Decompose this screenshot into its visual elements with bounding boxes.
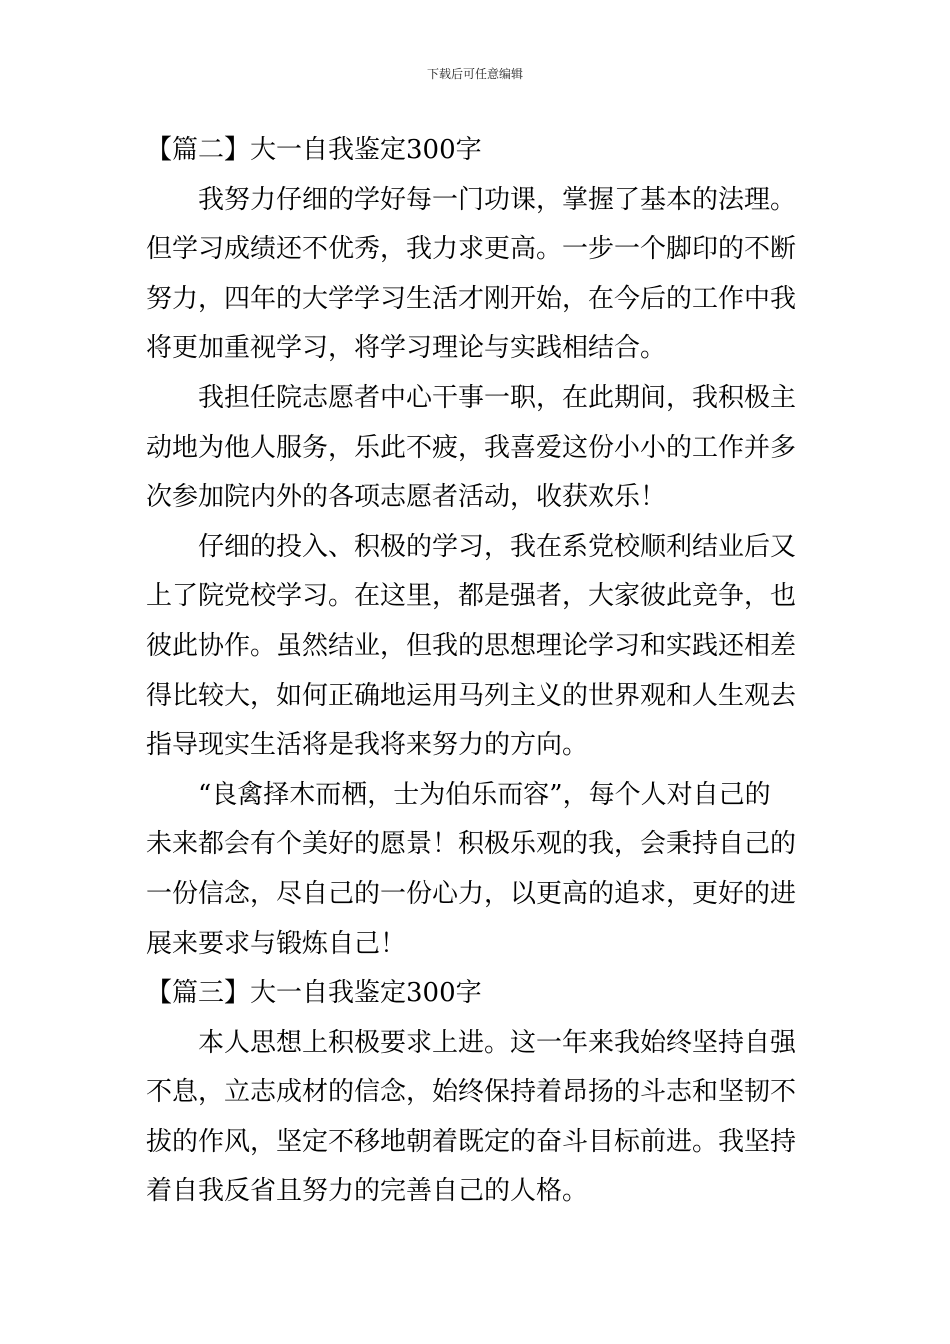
text-line: 努力，四年的大学学习生活才刚开始，在今后的工作中我 bbox=[146, 283, 797, 314]
text-line: 但学习成绩还不优秀，我力求更高。一步一个脚印的不断 bbox=[146, 234, 797, 265]
text-line: 我担任院志愿者中心干事一职，在此期间，我积极主 bbox=[198, 382, 797, 413]
text-line: 上了院党校学习。在这里，都是强者，大家彼此竞争，也 bbox=[146, 581, 797, 612]
section-heading-3: 【篇三】大一自我鉴定300字 bbox=[146, 978, 482, 1009]
text-line: “良禽择木而栖，士为伯乐而容”，每个人对自己的 bbox=[198, 779, 771, 810]
text-line: 展来要求与锻炼自己！ bbox=[146, 928, 407, 959]
text-line: 我努力仔细的学好每一门功课，掌握了基本的法理。 bbox=[198, 184, 797, 215]
text-line: 得比较大，如何正确地运用马列主义的世界观和人生观去 bbox=[146, 680, 797, 711]
text-line: 指导现实生活将是我将来努力的方向。 bbox=[146, 730, 589, 761]
text-line: 次参加院内外的各项志愿者活动，收获欢乐！ bbox=[146, 482, 667, 513]
document-body bbox=[146, 126, 810, 1217]
text-line: 着自我反省且努力的完善自己的人格。 bbox=[146, 1176, 589, 1207]
text-line: 彼此协作。虽然结业，但我的思想理论学习和实践还相差 bbox=[146, 630, 797, 661]
page-header: 下载后可任意编辑 bbox=[426, 67, 523, 81]
section-heading-2: 【篇二】大一自我鉴定300字 bbox=[146, 135, 482, 165]
text-line: 动地为他人服务，乐此不疲，我喜爱这份小小的工作并多 bbox=[146, 432, 797, 463]
text-line: 仔细的投入、积极的学习，我在系党校顺利结业后又 bbox=[198, 531, 797, 562]
text-line: 拔的作风，坚定不移地朝着既定的奋斗目标前进。我坚持 bbox=[146, 1126, 797, 1157]
text-line: 本人思想上积极要求上进。这一年来我始终坚持自强 bbox=[198, 1027, 797, 1058]
text-line: 未来都会有个美好的愿景！积极乐观的我，会秉持自己的 bbox=[146, 829, 797, 860]
text-line: 不息，立志成材的信念，始终保持着昂扬的斗志和坚韧不 bbox=[146, 1077, 797, 1108]
text-line: 一份信念，尽自己的一份心力，以更高的追求，更好的进 bbox=[146, 878, 797, 909]
text-line: 将更加重视学习，将学习理论与实践相结合。 bbox=[146, 333, 667, 364]
